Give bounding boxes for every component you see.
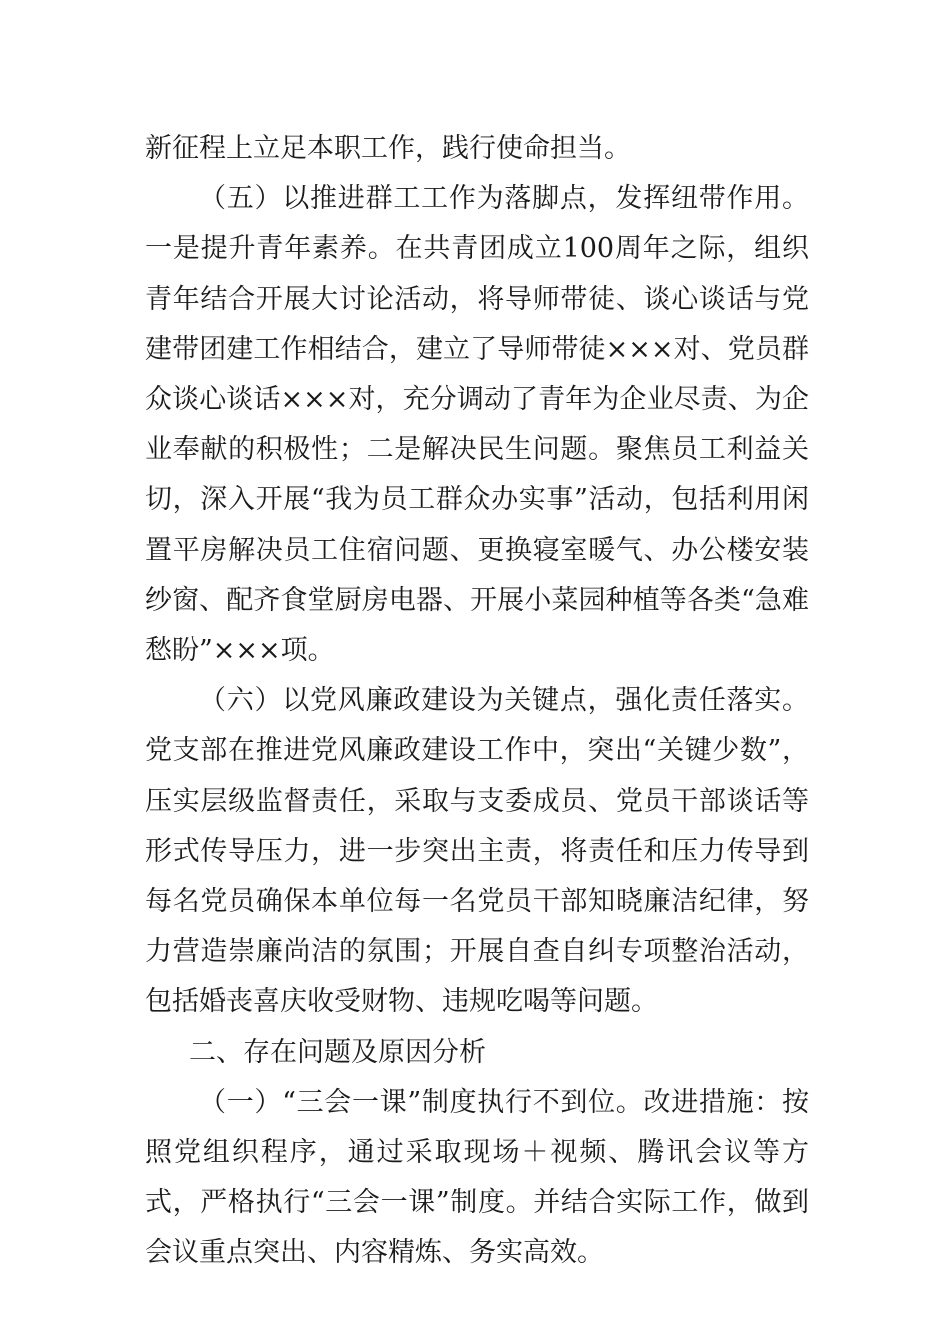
document-body	[145, 124, 809, 1279]
paragraph-continuation: 新征程上立足本职工作，践行使命担当。	[145, 133, 631, 164]
section-heading-problems: 二、存在问题及原因分析	[189, 1036, 486, 1068]
paragraph-problem-one: （一）“三会一课”制度执行不到位。改进措施：按照党组织程序，通过采取现场＋视频、腾讯会议等方式，严格执行“三会一课”制度。并结合实际工作，做到会议重点突出、内容精炼、务实高效。	[145, 1086, 809, 1269]
paragraph-section-five: （五）以推进群工工作为落脚点，发挥纽带作用。一是提升青年素养。在共青团成立100周年之际，组织青年结合开展大讨论活动，将导师带徒、谈心谈话与党建带团建工作相结合，建立了导师带徒×××对、党员群众谈心谈话×××对，充分调动了青年为企业尽责、为企业奉献的积极性；二是解决民生问题。聚焦员工利益关切，深入开展“我为员工群众办实事”活动，包括利用闲置平房解决员工住宿问题、更换寝室暖气、办公楼安装纱窗、配齐食堂厨房电器、开展小菜园种植等各类“急难愁盼”×××项。	[145, 183, 809, 667]
paragraph-section-six: （六）以党风廉政建设为关键点，强化责任落实。党支部在推进党风廉政建设工作中，突出“关键少数”，压实层级监督责任，采取与支委成员、党员干部谈话等形式传导压力，进一步突出主责，将责任和压力传导到每名党员确保本单位每一名党员干部知晓廉洁纪律，努力营造崇廉尚洁的氛围；开展自查自纠专项整治活动，包括婚丧喜庆收受财物、违规吃喝等问题。	[145, 685, 809, 1018]
